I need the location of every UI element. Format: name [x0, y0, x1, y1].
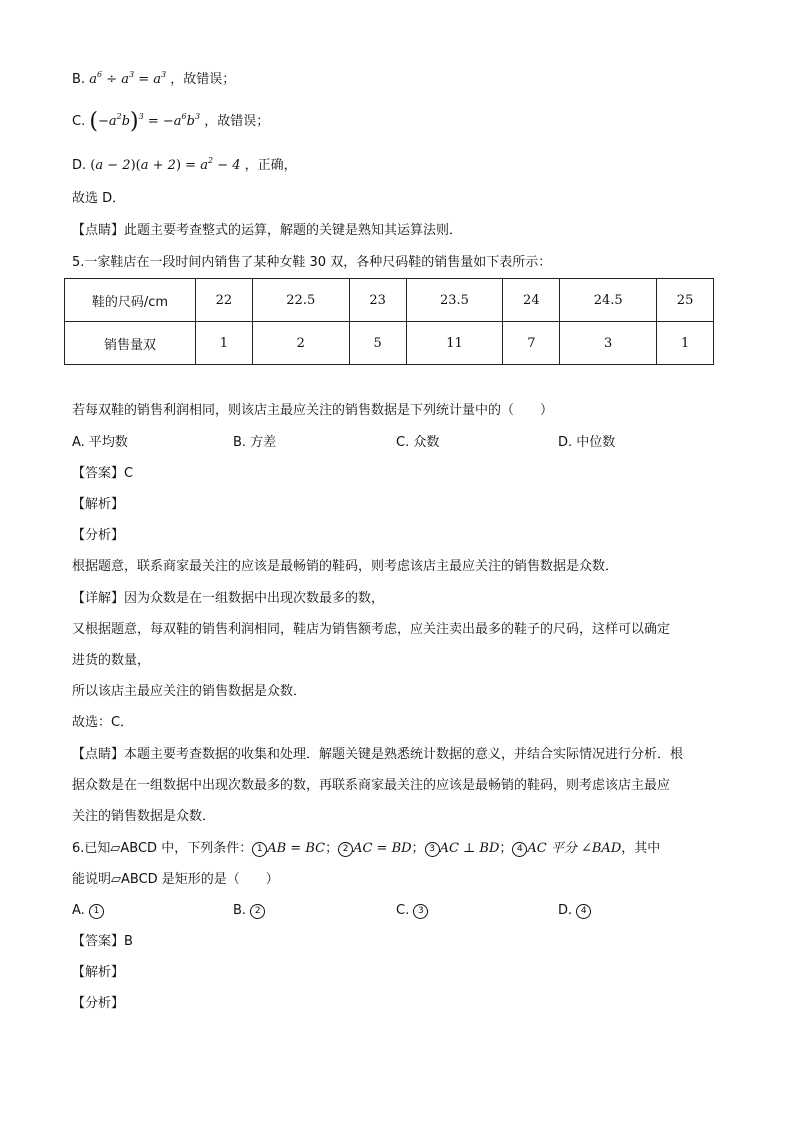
- q5-option-c: C. 众数: [396, 435, 440, 450]
- table-cell-count: 11: [406, 322, 503, 365]
- q5-choose: 故选：C．: [72, 715, 134, 730]
- q6-stem-line2: 能说明▱ABCD 是矩形的是（ ）: [72, 872, 279, 887]
- circled-four-icon: 4: [576, 904, 591, 919]
- table-row-counts: [65, 322, 714, 365]
- q6-stem-intro: 6.已知▱ABCD 中，下列条件：: [72, 841, 253, 856]
- option-c-note: ，故错误；: [204, 114, 270, 129]
- table-cell-size: 24.5: [560, 279, 657, 322]
- q6-option-a: [72, 901, 104, 921]
- circled-two-icon: 2: [250, 904, 265, 919]
- table-cell-count: 5: [349, 322, 406, 365]
- option-b-expression: $a^6 \div a^3 = a^3$: [89, 70, 167, 87]
- table-cell-size: 24: [503, 279, 560, 322]
- q6-stem-line1: 6.已知▱ABCD 中，下列条件： 1 AB = BC； 2 AC = BD； 3 AC ⊥ BD； 4 AC 平分 ∠BAD，其中: [72, 841, 661, 856]
- option-b-note: ，故错误；: [170, 72, 236, 87]
- table-cell-size: 23.5: [406, 279, 503, 322]
- table-cell-count: 7: [503, 322, 560, 365]
- q5-comment-1: 【点睛】本题主要考查数据的收集和处理．解题关键是熟悉统计数据的意义，并结合实际情况进行分析．根: [72, 747, 684, 762]
- q6-option-c-label: C.: [396, 903, 410, 918]
- shoe-size-table: [64, 278, 714, 365]
- q6-option-d-label: D.: [558, 903, 573, 918]
- q6-option-c: [396, 901, 428, 921]
- option-c-label: C.: [72, 114, 86, 129]
- circled-three-icon: 3: [425, 842, 440, 857]
- table-cell-size: 22.5: [252, 279, 349, 322]
- q5-option-a: A. 平均数: [72, 435, 128, 450]
- q6-stem-tail: ，其中: [621, 841, 661, 856]
- q5-detail-2: 又根据题意，每双鞋的销售利润相同，鞋店为销售额考虑，应关注卖出最多的鞋子的尺码，这样可以确定: [72, 622, 671, 637]
- q6-condition-3: AC ⊥ BD: [439, 841, 500, 856]
- q6-option-b: [233, 901, 265, 921]
- q5-detail-3: 进货的数量，: [72, 653, 151, 668]
- circled-one-icon: 1: [252, 842, 267, 857]
- q6-option-d: [558, 901, 591, 921]
- q5-answer: 【答案】C: [72, 466, 134, 481]
- table-cell-count: 2: [252, 322, 349, 365]
- table-cell-count: 3: [560, 322, 657, 365]
- option-b-label: B.: [72, 72, 86, 87]
- option-b-line: [72, 70, 235, 90]
- q6-answer: 【答案】B: [72, 934, 133, 949]
- table-cell-size: 25: [657, 279, 714, 322]
- option-d-note: ，正确，: [244, 158, 297, 173]
- q5-comment-3: 关注的销售数据是众数．: [72, 809, 216, 824]
- q5-detail-4: 所以该店主最应关注的销售数据是众数．: [72, 684, 307, 699]
- choose-d-line: 故选 D．: [72, 191, 126, 206]
- q5-detail-1: 【详解】因为众数是在一组数据中出现次数最多的数，: [72, 591, 385, 606]
- q5-fenxi-text: 根据题意，联系商家最关注的应该是最畅销的鞋码，则考虑该店主最应关注的销售数据是众数．: [72, 559, 619, 574]
- option-d-line: [72, 156, 297, 176]
- circled-four-icon: 4: [512, 842, 527, 857]
- q5-comment-2: 据众数是在一组数据中出现次数最多的数，再联系商家最关注的应该是最畅销的鞋码，则考虑该店主最应: [72, 778, 671, 793]
- table-header-size: 鞋的尺码/cm: [65, 279, 196, 322]
- circled-three-icon: 3: [413, 904, 428, 919]
- table-cell-count: 1: [657, 322, 714, 365]
- option-c-line: [72, 109, 270, 134]
- table-cell-count: 1: [196, 322, 253, 365]
- table-row-sizes: [65, 279, 714, 322]
- circled-two-icon: 2: [338, 842, 353, 857]
- option-c-expression: $(-a^2b)^3 = -a^6b^3$: [89, 109, 201, 134]
- q6-jiexi: 【解析】: [72, 965, 125, 980]
- q5-option-b: B. 方差: [233, 435, 277, 450]
- q5-question: 若每双鞋的销售利润相同，则该店主最应关注的销售数据是下列统计量中的（ ）: [72, 403, 554, 418]
- option-d-label: D.: [72, 158, 87, 173]
- circled-one-icon: 1: [89, 904, 104, 919]
- option-d-expression: $(a - 2)(a + 2) = a^2 - 4$: [90, 156, 241, 173]
- q5-stem: 5.一家鞋店在一段时间内销售了某种女鞋 30 双，各种尺码鞋的销售量如下表所示：: [72, 255, 552, 270]
- q6-option-a-label: A.: [72, 903, 85, 918]
- q4-comment: 【点睛】此题主要考查整式的运算，解题的关键是熟知其运算法则．: [72, 223, 463, 238]
- q6-option-b-label: B.: [233, 903, 247, 918]
- q6-condition-1: AB = BC: [267, 841, 326, 856]
- q6-condition-2: AC = BD: [353, 841, 412, 856]
- q5-option-d: D. 中位数: [558, 435, 616, 450]
- q6-condition-4: AC 平分 ∠BAD: [527, 841, 622, 856]
- q6-fenxi: 【分析】: [72, 996, 125, 1011]
- q5-fenxi-label: 【分析】: [72, 528, 125, 543]
- table-header-count: 销售量双: [65, 322, 196, 365]
- q5-jiexi: 【解析】: [72, 497, 125, 512]
- table-cell-size: 23: [349, 279, 406, 322]
- table-cell-size: 22: [196, 279, 253, 322]
